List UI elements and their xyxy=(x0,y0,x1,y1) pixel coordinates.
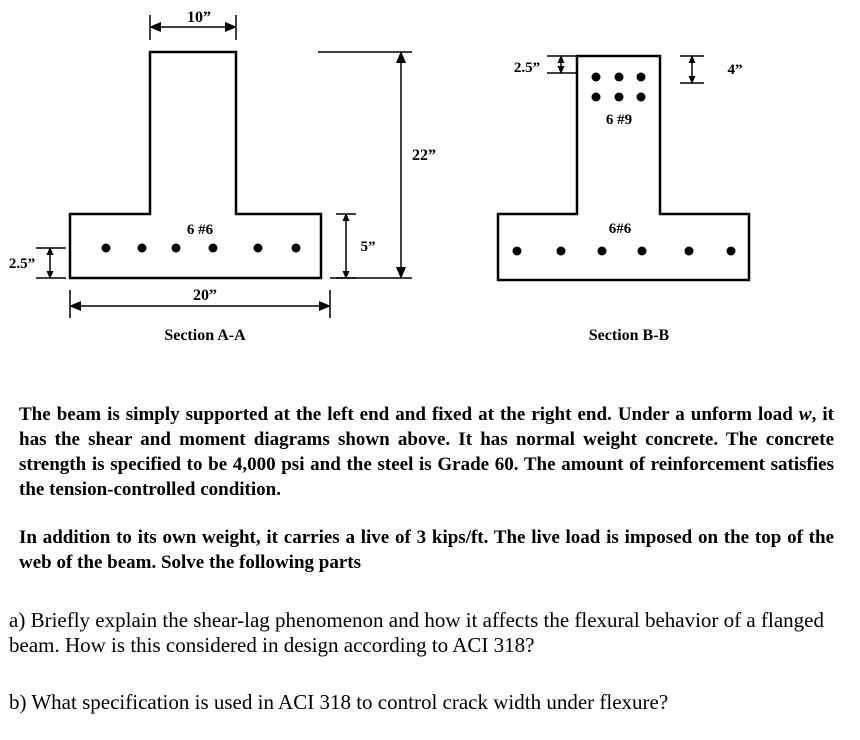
section-b-b xyxy=(498,56,749,344)
rebar xyxy=(209,244,218,253)
bottom-width-label: 20” xyxy=(193,287,217,304)
top-width-dimension xyxy=(150,9,236,40)
rebar xyxy=(685,247,694,256)
rebar xyxy=(254,244,263,253)
section-b-b-caption: Section B-B xyxy=(588,327,670,344)
question-b: b) What specification is used in ACI 318 to control crack width under flexure? xyxy=(9,690,669,714)
load-variable: w xyxy=(798,404,812,425)
top-depth-dimension xyxy=(680,56,743,83)
rebar xyxy=(637,93,646,102)
flange-thickness-label: 5” xyxy=(360,239,376,255)
section-b-b-outline xyxy=(498,56,749,280)
rebar xyxy=(637,73,646,82)
rebar xyxy=(598,247,607,256)
top-bars-label: 6 #9 xyxy=(605,112,633,128)
bottom-bars-label: 6#6 xyxy=(608,221,632,237)
height-label: 22” xyxy=(412,147,436,164)
problem-text-part-1: The beam is simply supported at the left end and fixed at the right end. Under a unform load xyxy=(19,404,799,425)
section-a-a xyxy=(9,9,436,344)
problem-paragraph-2: In addition to its own weight, it carries a live of 3 kips/ft. The live load is imposed on the top of the web of the beam. Solve the following parts xyxy=(19,527,834,573)
rebar xyxy=(727,247,736,256)
bottom-width-dimension xyxy=(70,287,330,318)
rebar xyxy=(557,247,566,256)
cover-dimension xyxy=(9,248,66,278)
rebar xyxy=(592,93,601,102)
top-cover-dimension xyxy=(514,56,576,76)
bottom-bars xyxy=(513,247,736,256)
rebar xyxy=(615,93,624,102)
rebar xyxy=(615,73,624,82)
cover-label: 2.5” xyxy=(8,256,36,272)
rebar xyxy=(638,247,647,256)
rebar xyxy=(172,244,181,253)
rebar xyxy=(102,244,111,253)
flange-thickness-dimension xyxy=(336,214,376,278)
height-dimension xyxy=(318,52,436,278)
bars-label: 6 #6 xyxy=(186,222,214,238)
question-a: a) Briefly explain the shear-lag phenomenon and how it affects the flexural behavior of a flanged beam. How is this considered in design according to ACI 318? xyxy=(9,608,824,657)
rebar xyxy=(292,244,301,253)
rebar xyxy=(513,247,522,256)
bottom-bars xyxy=(102,244,301,253)
top-bars xyxy=(592,73,646,102)
section-a-a-caption: Section A-A xyxy=(164,327,246,344)
top-cover-label: 2.5” xyxy=(513,60,541,76)
rebar xyxy=(138,244,147,253)
rebar xyxy=(592,73,601,82)
top-width-label: 10” xyxy=(187,9,211,26)
top-depth-label: 4” xyxy=(727,62,743,78)
problem-text-part-2: , it has the shear and moment diagrams shown above. It has normal weight concrete. The concrete strength is specified to be 4,000 psi and the steel is Grade 60. The amount of reinforcement satisfies the tension-controlled condition. xyxy=(19,404,834,500)
problem-paragraph-1 xyxy=(19,402,834,502)
